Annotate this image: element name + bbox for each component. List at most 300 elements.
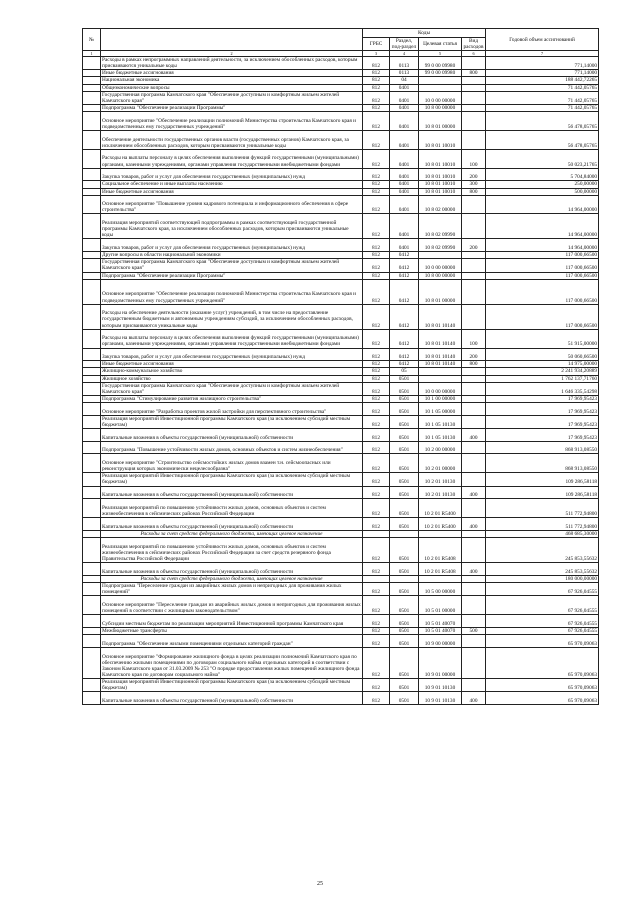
row-name-cell: Капитальные вложения в объекты государственной (муниципальной) собственности bbox=[101, 518, 363, 531]
row-name-cell: Реализация мероприятий по повышению устойчивости жилых домов, основных объектов и систем жизнеобеспечения в сейсмических районах Российской Федерации bbox=[101, 499, 363, 518]
row-grbs-cell: 812 bbox=[363, 181, 390, 188]
table-row bbox=[83, 596, 599, 615]
row-sum-cell: 109 286,58118 bbox=[486, 486, 599, 499]
row-expense-type-cell: 200 bbox=[462, 348, 486, 361]
row-sum-cell: 65 970,09063 bbox=[486, 678, 599, 691]
row-article-cell: 10 2 01 R5408 bbox=[419, 563, 462, 576]
row-number-cell bbox=[83, 91, 101, 104]
header-number: № bbox=[83, 29, 101, 51]
row-sum-cell: 56 478,05765 bbox=[486, 130, 599, 149]
header-codes: Коды bbox=[363, 29, 486, 38]
row-section-cell: 0501 bbox=[390, 692, 419, 705]
row-article-cell: 10 5 01 00000 bbox=[419, 596, 462, 615]
row-expense-type-cell bbox=[462, 382, 486, 395]
row-grbs-cell: 812 bbox=[363, 188, 390, 195]
page-number: 25 bbox=[317, 881, 323, 887]
row-section-cell bbox=[390, 531, 419, 538]
row-section-cell: 0401 bbox=[390, 111, 419, 130]
row-grbs-cell: 812 bbox=[363, 252, 390, 259]
row-sum-cell: 117 000,66500 bbox=[486, 272, 599, 279]
row-name-cell: Основное мероприятие "Разработка проектов жилой застройки для перспективного строительства" bbox=[101, 402, 363, 415]
table-row bbox=[83, 692, 599, 705]
row-name-cell: Закупка товаров, работ и услуг для обеспечения государственных (муниципальных) нужд bbox=[101, 348, 363, 361]
row-article-cell: 10 1 05 10130 bbox=[419, 415, 462, 428]
table-body bbox=[83, 57, 599, 705]
row-section-cell: 0401 bbox=[390, 195, 419, 214]
row-grbs-cell: 812 bbox=[363, 239, 390, 252]
table-row bbox=[83, 188, 599, 195]
row-expense-type-cell bbox=[462, 678, 486, 691]
row-grbs-cell: 812 bbox=[363, 149, 390, 168]
row-expense-type-cell: 800 bbox=[462, 188, 486, 195]
table-row bbox=[83, 441, 599, 454]
row-sum-cell: 117 000,66500 bbox=[486, 304, 599, 329]
header-grbs: ГРБС bbox=[363, 38, 390, 51]
row-sum-cell: 14 964,00000 bbox=[486, 239, 599, 252]
row-grbs-cell: 812 bbox=[363, 329, 390, 348]
row-article-cell: 10 8 02 00000 bbox=[419, 195, 462, 214]
row-expense-type-cell bbox=[462, 77, 486, 84]
row-name-cell: Основное мероприятие "Обеспечение реализации полномочий Министерства строительства Камчатского края и подведомственных ему государственных учреждений" bbox=[101, 279, 363, 304]
row-article-cell: 10 8 01 10140 bbox=[419, 361, 462, 368]
row-article-cell: 10 2 01 R5408 bbox=[419, 538, 462, 563]
row-section-cell: 0401 bbox=[390, 168, 419, 181]
row-number-cell bbox=[83, 473, 101, 486]
row-number-cell bbox=[83, 428, 101, 441]
row-section-cell: 0501 bbox=[390, 375, 419, 382]
row-article-cell: 10 8 01 00000 bbox=[419, 279, 462, 304]
row-name-cell: Государственная программа Камчатского края "Обеспечение доступным и комфортным жильем жителей Камчатского края" bbox=[101, 382, 363, 395]
row-sum-cell: 117 000,66500 bbox=[486, 279, 599, 304]
row-number-cell bbox=[83, 627, 101, 634]
row-sum-cell: 71 442,05765 bbox=[486, 104, 599, 111]
row-expense-type-cell bbox=[462, 195, 486, 214]
row-sum-cell: 868 913,08550 bbox=[486, 441, 599, 454]
row-name-cell: Национальная экономика bbox=[101, 77, 363, 84]
row-article-cell: 10 2 01 10130 bbox=[419, 486, 462, 499]
row-sum-cell: 17 969,95423 bbox=[486, 402, 599, 415]
table-row bbox=[83, 84, 599, 91]
row-grbs-cell: 812 bbox=[363, 692, 390, 705]
header-article: Целевая статья bbox=[419, 38, 462, 51]
row-expense-type-cell bbox=[462, 279, 486, 304]
row-name-cell: Общеэкономические вопросы bbox=[101, 84, 363, 91]
table-row bbox=[83, 279, 599, 304]
row-number-cell bbox=[83, 402, 101, 415]
row-grbs-cell: 812 bbox=[363, 538, 390, 563]
row-number-cell bbox=[83, 583, 101, 596]
row-section-cell: 0401 bbox=[390, 84, 419, 91]
row-section-cell bbox=[390, 575, 419, 582]
row-article-cell bbox=[419, 575, 462, 582]
row-article-cell: 10 1 05 00000 bbox=[419, 402, 462, 415]
row-sum-cell: 868 913,08550 bbox=[486, 454, 599, 473]
header-annual-sum: Годовой объем ассигнований bbox=[486, 29, 599, 51]
row-expense-type-cell: 300 bbox=[462, 181, 486, 188]
row-name-cell: Основное мероприятие "Переселение граждан из аварийных жилых домов и непригодных для проживания жилых помещений в соответствии с жилищным законодательством" bbox=[101, 596, 363, 615]
row-article-cell: 10 0 00 00000 bbox=[419, 382, 462, 395]
table-row bbox=[83, 647, 599, 678]
table-row bbox=[83, 518, 599, 531]
column-index: 7 bbox=[486, 51, 599, 57]
row-grbs-cell: 812 bbox=[363, 635, 390, 648]
row-grbs-cell: 812 bbox=[363, 214, 390, 239]
row-sum-cell: 188 442,72265 bbox=[486, 77, 599, 84]
row-grbs-cell: 812 bbox=[363, 518, 390, 531]
row-expense-type-cell bbox=[462, 415, 486, 428]
row-name-cell: Расходы в рамках непрограммных направлений деятельности, за исключением обособленных расходов, которым присваиваются уникальные коды bbox=[101, 57, 363, 70]
row-article-cell: 10 9 01 00000 bbox=[419, 647, 462, 678]
row-article-cell bbox=[419, 77, 462, 84]
row-grbs-cell: 812 bbox=[363, 647, 390, 678]
row-sum-cell: 71 442,05765 bbox=[486, 84, 599, 91]
row-expense-type-cell bbox=[462, 395, 486, 402]
header-name bbox=[101, 29, 363, 51]
row-number-cell bbox=[83, 70, 101, 77]
row-number-cell bbox=[83, 596, 101, 615]
row-number-cell bbox=[83, 149, 101, 168]
row-sum-cell: 14 964,00000 bbox=[486, 214, 599, 239]
row-sum-cell: 51 915,00000 bbox=[486, 329, 599, 348]
header-section: Раздел, под-раздел bbox=[390, 38, 419, 51]
row-grbs-cell: 812 bbox=[363, 57, 390, 70]
row-grbs-cell: 812 bbox=[363, 104, 390, 111]
row-expense-type-cell: 200 bbox=[462, 239, 486, 252]
row-sum-cell: 2 241 934,20889 bbox=[486, 368, 599, 375]
row-name-cell: Расходы на выплаты персоналу в целях обеспечения выполнения функций государственными (муниципальными) органами, казенными учреждениями, органами управления государственными внебюджетными фондами bbox=[101, 329, 363, 348]
row-number-cell bbox=[83, 454, 101, 473]
row-section-cell: 0113 bbox=[390, 57, 419, 70]
row-name-cell: Государственная программа Камчатского края "Обеспечение доступным и комфортным жильем жителей Камчатского края" bbox=[101, 91, 363, 104]
row-article-cell: 10 5 00 00000 bbox=[419, 583, 462, 596]
row-grbs-cell: 812 bbox=[363, 304, 390, 329]
row-section-cell: 0501 bbox=[390, 486, 419, 499]
row-number-cell bbox=[83, 647, 101, 678]
row-section-cell: 0501 bbox=[390, 635, 419, 648]
column-index: 1 bbox=[83, 51, 101, 57]
row-number-cell bbox=[83, 499, 101, 518]
table-row bbox=[83, 531, 599, 538]
column-index: 3 bbox=[363, 51, 390, 57]
row-number-cell bbox=[83, 395, 101, 402]
row-grbs-cell bbox=[363, 531, 390, 538]
row-number-cell bbox=[83, 635, 101, 648]
row-number-cell bbox=[83, 368, 101, 375]
row-section-cell: 0501 bbox=[390, 627, 419, 634]
row-name-cell: Расходы на обеспечение деятельности (оказание услуг) учреждений, в том числе на предоставление государственным бюджетным и автономным учреждениям субсидий, за исключением обособленных расходов, которым присваиваются уникальные коды bbox=[101, 304, 363, 329]
row-grbs-cell: 812 bbox=[363, 382, 390, 395]
row-number-cell bbox=[83, 538, 101, 563]
row-article-cell: 99 0 00 09980 bbox=[419, 57, 462, 70]
row-grbs-cell: 812 bbox=[363, 91, 390, 104]
row-number-cell bbox=[83, 348, 101, 361]
table-row bbox=[83, 149, 599, 168]
row-article-cell: 10 9 01 10130 bbox=[419, 678, 462, 691]
row-name-cell: Подпрограмма "Обеспечение реализации Программы" bbox=[101, 104, 363, 111]
table-row bbox=[83, 239, 599, 252]
row-name-cell: Жилищно-коммунальное хозяйство bbox=[101, 368, 363, 375]
row-expense-type-cell bbox=[462, 304, 486, 329]
row-grbs-cell: 812 bbox=[363, 361, 390, 368]
row-grbs-cell: 812 bbox=[363, 441, 390, 454]
row-sum-cell: 500,00000 bbox=[486, 188, 599, 195]
table-row bbox=[83, 575, 599, 582]
row-grbs-cell: 812 bbox=[363, 195, 390, 214]
table-row bbox=[83, 111, 599, 130]
table-row bbox=[83, 368, 599, 375]
row-expense-type-cell bbox=[462, 84, 486, 91]
row-sum-cell: 56 478,05765 bbox=[486, 111, 599, 130]
table-row bbox=[83, 91, 599, 104]
row-grbs-cell: 812 bbox=[363, 428, 390, 441]
row-expense-type-cell bbox=[462, 368, 486, 375]
row-expense-type-cell bbox=[462, 130, 486, 149]
row-name-cell: Обеспечение деятельности государственных органов власти (государственных органов) Камчатского края, за исключением обособленных расходов, которым присваиваются уникальные коды bbox=[101, 130, 363, 149]
row-article-cell: 10 1 05 10130 bbox=[419, 428, 462, 441]
row-article-cell: 10 5 01 40070 bbox=[419, 627, 462, 634]
row-article-cell bbox=[419, 252, 462, 259]
row-name-cell: Закупка товаров, работ и услуг для обеспечения государственных (муниципальных) нужд bbox=[101, 168, 363, 181]
row-number-cell bbox=[83, 195, 101, 214]
row-sum-cell: 17 969,95423 bbox=[486, 395, 599, 402]
row-expense-type-cell: 400 bbox=[462, 486, 486, 499]
row-article-cell: 10 0 00 00000 bbox=[419, 91, 462, 104]
row-sum-cell: 250,00000 bbox=[486, 181, 599, 188]
row-grbs-cell: 812 bbox=[363, 272, 390, 279]
row-number-cell bbox=[83, 168, 101, 181]
row-number-cell bbox=[83, 57, 101, 70]
row-number-cell bbox=[83, 692, 101, 705]
row-article-cell: 10 2 01 00000 bbox=[419, 454, 462, 473]
row-name-cell: Социальное обеспечение и иные выплаты населению bbox=[101, 181, 363, 188]
row-number-cell bbox=[83, 486, 101, 499]
row-expense-type-cell bbox=[462, 402, 486, 415]
row-section-cell: 0412 bbox=[390, 272, 419, 279]
row-name-cell: Государственная программа Камчатского края "Обеспечение доступным и комфортным жильем жителей Камчатского края" bbox=[101, 259, 363, 272]
row-number-cell bbox=[83, 130, 101, 149]
row-expense-type-cell bbox=[462, 635, 486, 648]
row-section-cell: 0501 bbox=[390, 415, 419, 428]
row-name-cell: Жилищное хозяйство bbox=[101, 375, 363, 382]
table-row bbox=[83, 563, 599, 576]
row-article-cell: 10 8 02 09990 bbox=[419, 239, 462, 252]
row-number-cell bbox=[83, 382, 101, 395]
row-sum-cell: 67 926,04555 bbox=[486, 583, 599, 596]
row-sum-cell: 511 772,94800 bbox=[486, 518, 599, 531]
row-article-cell: 10 2 01 R5400 bbox=[419, 518, 462, 531]
row-section-cell: 0501 bbox=[390, 428, 419, 441]
row-section-cell: 0501 bbox=[390, 583, 419, 596]
budget-allocation-table bbox=[82, 28, 599, 705]
table-row bbox=[83, 486, 599, 499]
row-sum-cell: 1 646 335,54298 bbox=[486, 382, 599, 395]
row-article-cell: 10 8 01 10010 bbox=[419, 188, 462, 195]
row-sum-cell: 109 286,58118 bbox=[486, 473, 599, 486]
row-section-cell: 0412 bbox=[390, 252, 419, 259]
table-row bbox=[83, 195, 599, 214]
row-grbs-cell: 812 bbox=[363, 415, 390, 428]
row-number-cell bbox=[83, 518, 101, 531]
row-expense-type-cell bbox=[462, 583, 486, 596]
table-header-row bbox=[83, 29, 599, 38]
row-number-cell bbox=[83, 563, 101, 576]
row-name-cell: Иные бюджетные ассигнования bbox=[101, 70, 363, 77]
row-name-cell: Реализация мероприятий соответствующей подпрограммы в рамках соответствующей государственной программы Камчатского края, за исключением обособленных расходов, которым присваиваются уникальные коды bbox=[101, 214, 363, 239]
table-row bbox=[83, 259, 599, 272]
row-article-cell: 10 9 00 00000 bbox=[419, 635, 462, 648]
row-article-cell: 10 8 01 10010 bbox=[419, 130, 462, 149]
row-name-cell: Капитальные вложения в объекты государственной (муниципальной) собственности bbox=[101, 486, 363, 499]
row-name-cell: Капитальные вложения в объекты государственной (муниципальной) собственности bbox=[101, 428, 363, 441]
row-sum-cell: 67 926,04555 bbox=[486, 596, 599, 615]
row-name-cell: Межбюджетные трансферты bbox=[101, 627, 363, 634]
row-sum-cell: 245 853,55632 bbox=[486, 563, 599, 576]
row-grbs-cell: 812 bbox=[363, 84, 390, 91]
row-expense-type-cell: 400 bbox=[462, 428, 486, 441]
row-section-cell: 05 bbox=[390, 368, 419, 375]
row-section-cell: 04 bbox=[390, 77, 419, 84]
row-sum-cell: 771,14000 bbox=[486, 70, 599, 77]
row-sum-cell: 50 060,66500 bbox=[486, 348, 599, 361]
row-expense-type-cell bbox=[462, 57, 486, 70]
table-row bbox=[83, 473, 599, 486]
row-grbs-cell: 812 bbox=[363, 678, 390, 691]
row-section-cell: 0401 bbox=[390, 104, 419, 111]
row-name-cell: Основное мероприятие "Формирование жилищного фонда в целях реализации полномочий Камчатского края по обеспечению жилыми помещениями по договорам социального найма отдельных категорий в соответствии с Законом Камчатского края от 31.03.2009 № 253 "О порядке предоставления жилых помещений жилищного фонда Камчатского края по договорам социального найма" bbox=[101, 647, 363, 678]
row-name-cell: Реализация мероприятий Инвестиционной программы Камчатского края (за исключением субсидий местным бюджетам) bbox=[101, 415, 363, 428]
row-sum-cell: 65 970,09063 bbox=[486, 647, 599, 678]
row-section-cell: 0501 bbox=[390, 441, 419, 454]
row-grbs-cell: 812 bbox=[363, 130, 390, 149]
row-sum-cell: 245 853,55632 bbox=[486, 538, 599, 563]
row-article-cell: 10 8 00 00000 bbox=[419, 104, 462, 111]
row-expense-type-cell: 200 bbox=[462, 168, 486, 181]
row-number-cell bbox=[83, 531, 101, 538]
row-sum-cell: 1 762 137,71760 bbox=[486, 375, 599, 382]
row-sum-cell: 65 970,09063 bbox=[486, 635, 599, 648]
row-section-cell: 0412 bbox=[390, 279, 419, 304]
row-grbs-cell: 812 bbox=[363, 583, 390, 596]
row-number-cell bbox=[83, 84, 101, 91]
row-sum-cell: 17 969,95423 bbox=[486, 415, 599, 428]
row-article-cell: 99 0 00 09980 bbox=[419, 70, 462, 77]
row-article-cell: 10 8 01 10010 bbox=[419, 181, 462, 188]
row-name-cell: Подпрограмма "Переселение граждан из аварийных жилых домов и непригодных для проживания жилых помещений" bbox=[101, 583, 363, 596]
row-section-cell: 0501 bbox=[390, 563, 419, 576]
row-sum-cell: 511 772,94800 bbox=[486, 499, 599, 518]
row-name-cell: Капитальные вложения в объекты государственной (муниципальной) собственности bbox=[101, 692, 363, 705]
row-sum-cell: 5 704,84000 bbox=[486, 168, 599, 181]
table-row bbox=[83, 104, 599, 111]
row-name-cell: Расходы за счет средств федерального бюджета, имеющих целевое назначение bbox=[101, 575, 363, 582]
row-expense-type-cell bbox=[462, 615, 486, 628]
table-row bbox=[83, 57, 599, 70]
row-article-cell: 10 8 01 10010 bbox=[419, 149, 462, 168]
row-name-cell: Реализация мероприятий по повышению устойчивости жилых домов, основных объектов и систем жизнеобеспечения в сейсмических районах Российской Федерации за счет средств резервного фонда Правительства Российской Федерации bbox=[101, 538, 363, 563]
table-row bbox=[83, 181, 599, 188]
row-expense-type-cell bbox=[462, 375, 486, 382]
row-grbs-cell: 812 bbox=[363, 111, 390, 130]
table-row bbox=[83, 615, 599, 628]
row-sum-cell: 468 685,30000 bbox=[486, 531, 599, 538]
row-number-cell bbox=[83, 415, 101, 428]
row-article-cell: 10 8 01 10010 bbox=[419, 168, 462, 181]
row-expense-type-cell bbox=[462, 499, 486, 518]
column-index: 6 bbox=[462, 51, 486, 57]
row-section-cell: 0501 bbox=[390, 454, 419, 473]
table-row bbox=[83, 454, 599, 473]
row-article-cell: 10 8 01 10140 bbox=[419, 329, 462, 348]
table-row bbox=[83, 415, 599, 428]
table-row bbox=[83, 214, 599, 239]
row-expense-type-cell bbox=[462, 531, 486, 538]
table-row bbox=[83, 375, 599, 382]
row-expense-type-cell bbox=[462, 104, 486, 111]
row-grbs-cell: 812 bbox=[363, 259, 390, 272]
row-expense-type-cell: 400 bbox=[462, 563, 486, 576]
row-expense-type-cell bbox=[462, 596, 486, 615]
row-number-cell bbox=[83, 259, 101, 272]
row-grbs-cell: 812 bbox=[363, 563, 390, 576]
row-grbs-cell: 812 bbox=[363, 499, 390, 518]
row-article-cell: 10 8 01 10140 bbox=[419, 348, 462, 361]
row-article-cell bbox=[419, 84, 462, 91]
table-row bbox=[83, 168, 599, 181]
row-section-cell: 0401 bbox=[390, 188, 419, 195]
row-name-cell: Другие вопросы в области национальной экономики bbox=[101, 252, 363, 259]
table-row bbox=[83, 130, 599, 149]
row-section-cell: 0401 bbox=[390, 214, 419, 239]
row-article-cell bbox=[419, 375, 462, 382]
row-section-cell: 0412 bbox=[390, 259, 419, 272]
row-section-cell: 0501 bbox=[390, 473, 419, 486]
header-expense-type: Вид расходов bbox=[463, 38, 484, 51]
row-section-cell: 0412 bbox=[390, 361, 419, 368]
row-expense-type-cell bbox=[462, 538, 486, 563]
row-expense-type-cell bbox=[462, 647, 486, 678]
row-name-cell: Иные бюджетные ассигнования bbox=[101, 188, 363, 195]
row-number-cell bbox=[83, 361, 101, 368]
row-grbs-cell: 812 bbox=[363, 168, 390, 181]
row-grbs-cell: 812 bbox=[363, 615, 390, 628]
row-name-cell: Подпрограмма "Обеспечение жилыми помещениями отдельных категорий граждан" bbox=[101, 635, 363, 648]
row-section-cell: 0401 bbox=[390, 130, 419, 149]
column-index: 4 bbox=[390, 51, 419, 57]
row-grbs-cell: 812 bbox=[363, 596, 390, 615]
row-expense-type-cell: 800 bbox=[462, 361, 486, 368]
row-grbs-cell: 812 bbox=[363, 402, 390, 415]
column-index: 2 bbox=[101, 51, 363, 57]
row-number-cell bbox=[83, 678, 101, 691]
row-expense-type-cell bbox=[462, 575, 486, 582]
row-number-cell bbox=[83, 181, 101, 188]
row-expense-type-cell: 500 bbox=[462, 627, 486, 634]
row-name-cell: Основное мероприятие "Обеспечение реализации полномочий Министерства строительства Камчатского края и подведомственных ему государственных учреждений" bbox=[101, 111, 363, 130]
table-row bbox=[83, 428, 599, 441]
row-name-cell: Подпрограмма "Обеспечение реализации Программы" bbox=[101, 272, 363, 279]
row-sum-cell: 14 964,00000 bbox=[486, 195, 599, 214]
row-section-cell: 0501 bbox=[390, 395, 419, 402]
row-number-cell bbox=[83, 441, 101, 454]
row-section-cell: 0401 bbox=[390, 91, 419, 104]
row-sum-cell: 50 023,21765 bbox=[486, 149, 599, 168]
row-sum-cell: 117 000,66500 bbox=[486, 259, 599, 272]
row-section-cell: 0501 bbox=[390, 538, 419, 563]
row-number-cell bbox=[83, 239, 101, 252]
row-name-cell: Капитальные вложения в объекты государственной (муниципальной) собственности bbox=[101, 563, 363, 576]
row-section-cell: 0501 bbox=[390, 499, 419, 518]
row-sum-cell: 117 000,66500 bbox=[486, 252, 599, 259]
